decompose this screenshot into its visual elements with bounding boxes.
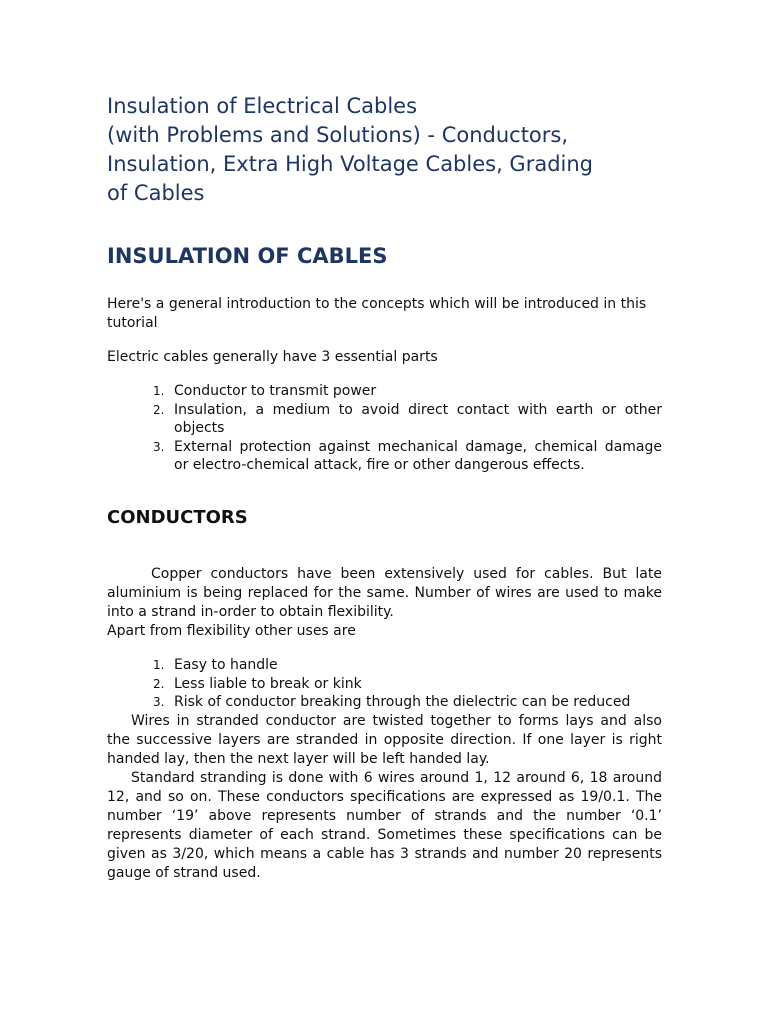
list-item xyxy=(107,675,662,694)
heading-insulation-of-cables: INSULATION OF CABLES xyxy=(107,244,388,268)
list-item xyxy=(107,438,662,475)
list-item xyxy=(107,401,662,438)
list-item xyxy=(107,693,662,712)
stranding-paragraph: Standard stranding is done with 6 wires around 1, 12 around 6, 18 around 12, and so on. These conductors specifications are expressed as 19/0.1. The number ‘19’ above represents number of strands and the number ‘0.1’ represents diameter of each strand. Sometimes these specifications can be given as 3/20, which means a cable has 3 strands and number 20 represents gauge of strand used. xyxy=(107,769,662,881)
list-number: 3. xyxy=(153,439,165,454)
title-line: (with Problems and Solutions) - Conductors, xyxy=(107,123,569,147)
list-number: 1. xyxy=(153,384,165,398)
parts-lead-paragraph: Electric cables generally have 3 essential parts xyxy=(107,349,438,365)
list-item-text: Insulation, a medium to avoid direct contact with earth or other objects xyxy=(174,401,662,437)
conductor-uses-list xyxy=(107,656,662,712)
list-item-text: Easy to handle xyxy=(174,656,278,673)
intro-paragraph: Here's a general introduction to the concepts which will be introduced in this tutorial xyxy=(107,296,647,331)
title-line: Insulation of Electrical Cables xyxy=(107,94,418,118)
essential-parts-list xyxy=(107,382,662,475)
wires-paragraph: Wires in stranded conductor are twisted together to forms lays and also the successive layers are stranded in opposite direction. If one layer is right handed lay, then the next layer will be left handed lay. xyxy=(107,712,662,767)
title-line: Insulation, Extra High Voltage Cables, Grading xyxy=(107,152,594,176)
apart-line: Apart from flexibility other uses are xyxy=(107,622,356,639)
document-title xyxy=(107,92,662,208)
list-item-text: Less liable to break or kink xyxy=(174,675,362,692)
document-page xyxy=(107,92,662,883)
list-item xyxy=(107,382,662,401)
list-number: 1. xyxy=(153,657,165,672)
list-number: 2. xyxy=(153,676,165,691)
list-item-text: Risk of conductor breaking through the dielectric can be reduced xyxy=(174,694,631,711)
list-item xyxy=(107,656,662,675)
title-line: of Cables xyxy=(107,181,205,205)
list-number: 2. xyxy=(153,402,165,417)
heading-conductors: CONDUCTORS xyxy=(107,506,248,528)
list-number: 3. xyxy=(153,695,165,710)
copper-paragraph: Copper conductors have been extensively used for cables. But late aluminium is being replaced for the same. Number of wires are used to make into a strand in-order to obtain flexibility. xyxy=(107,565,662,620)
list-item-text: External protection against mechanical damage, chemical damage or electro-chemical attack, fire or other dangerous effects. xyxy=(174,438,662,474)
list-item-text: Conductor to transmit power xyxy=(174,383,377,399)
